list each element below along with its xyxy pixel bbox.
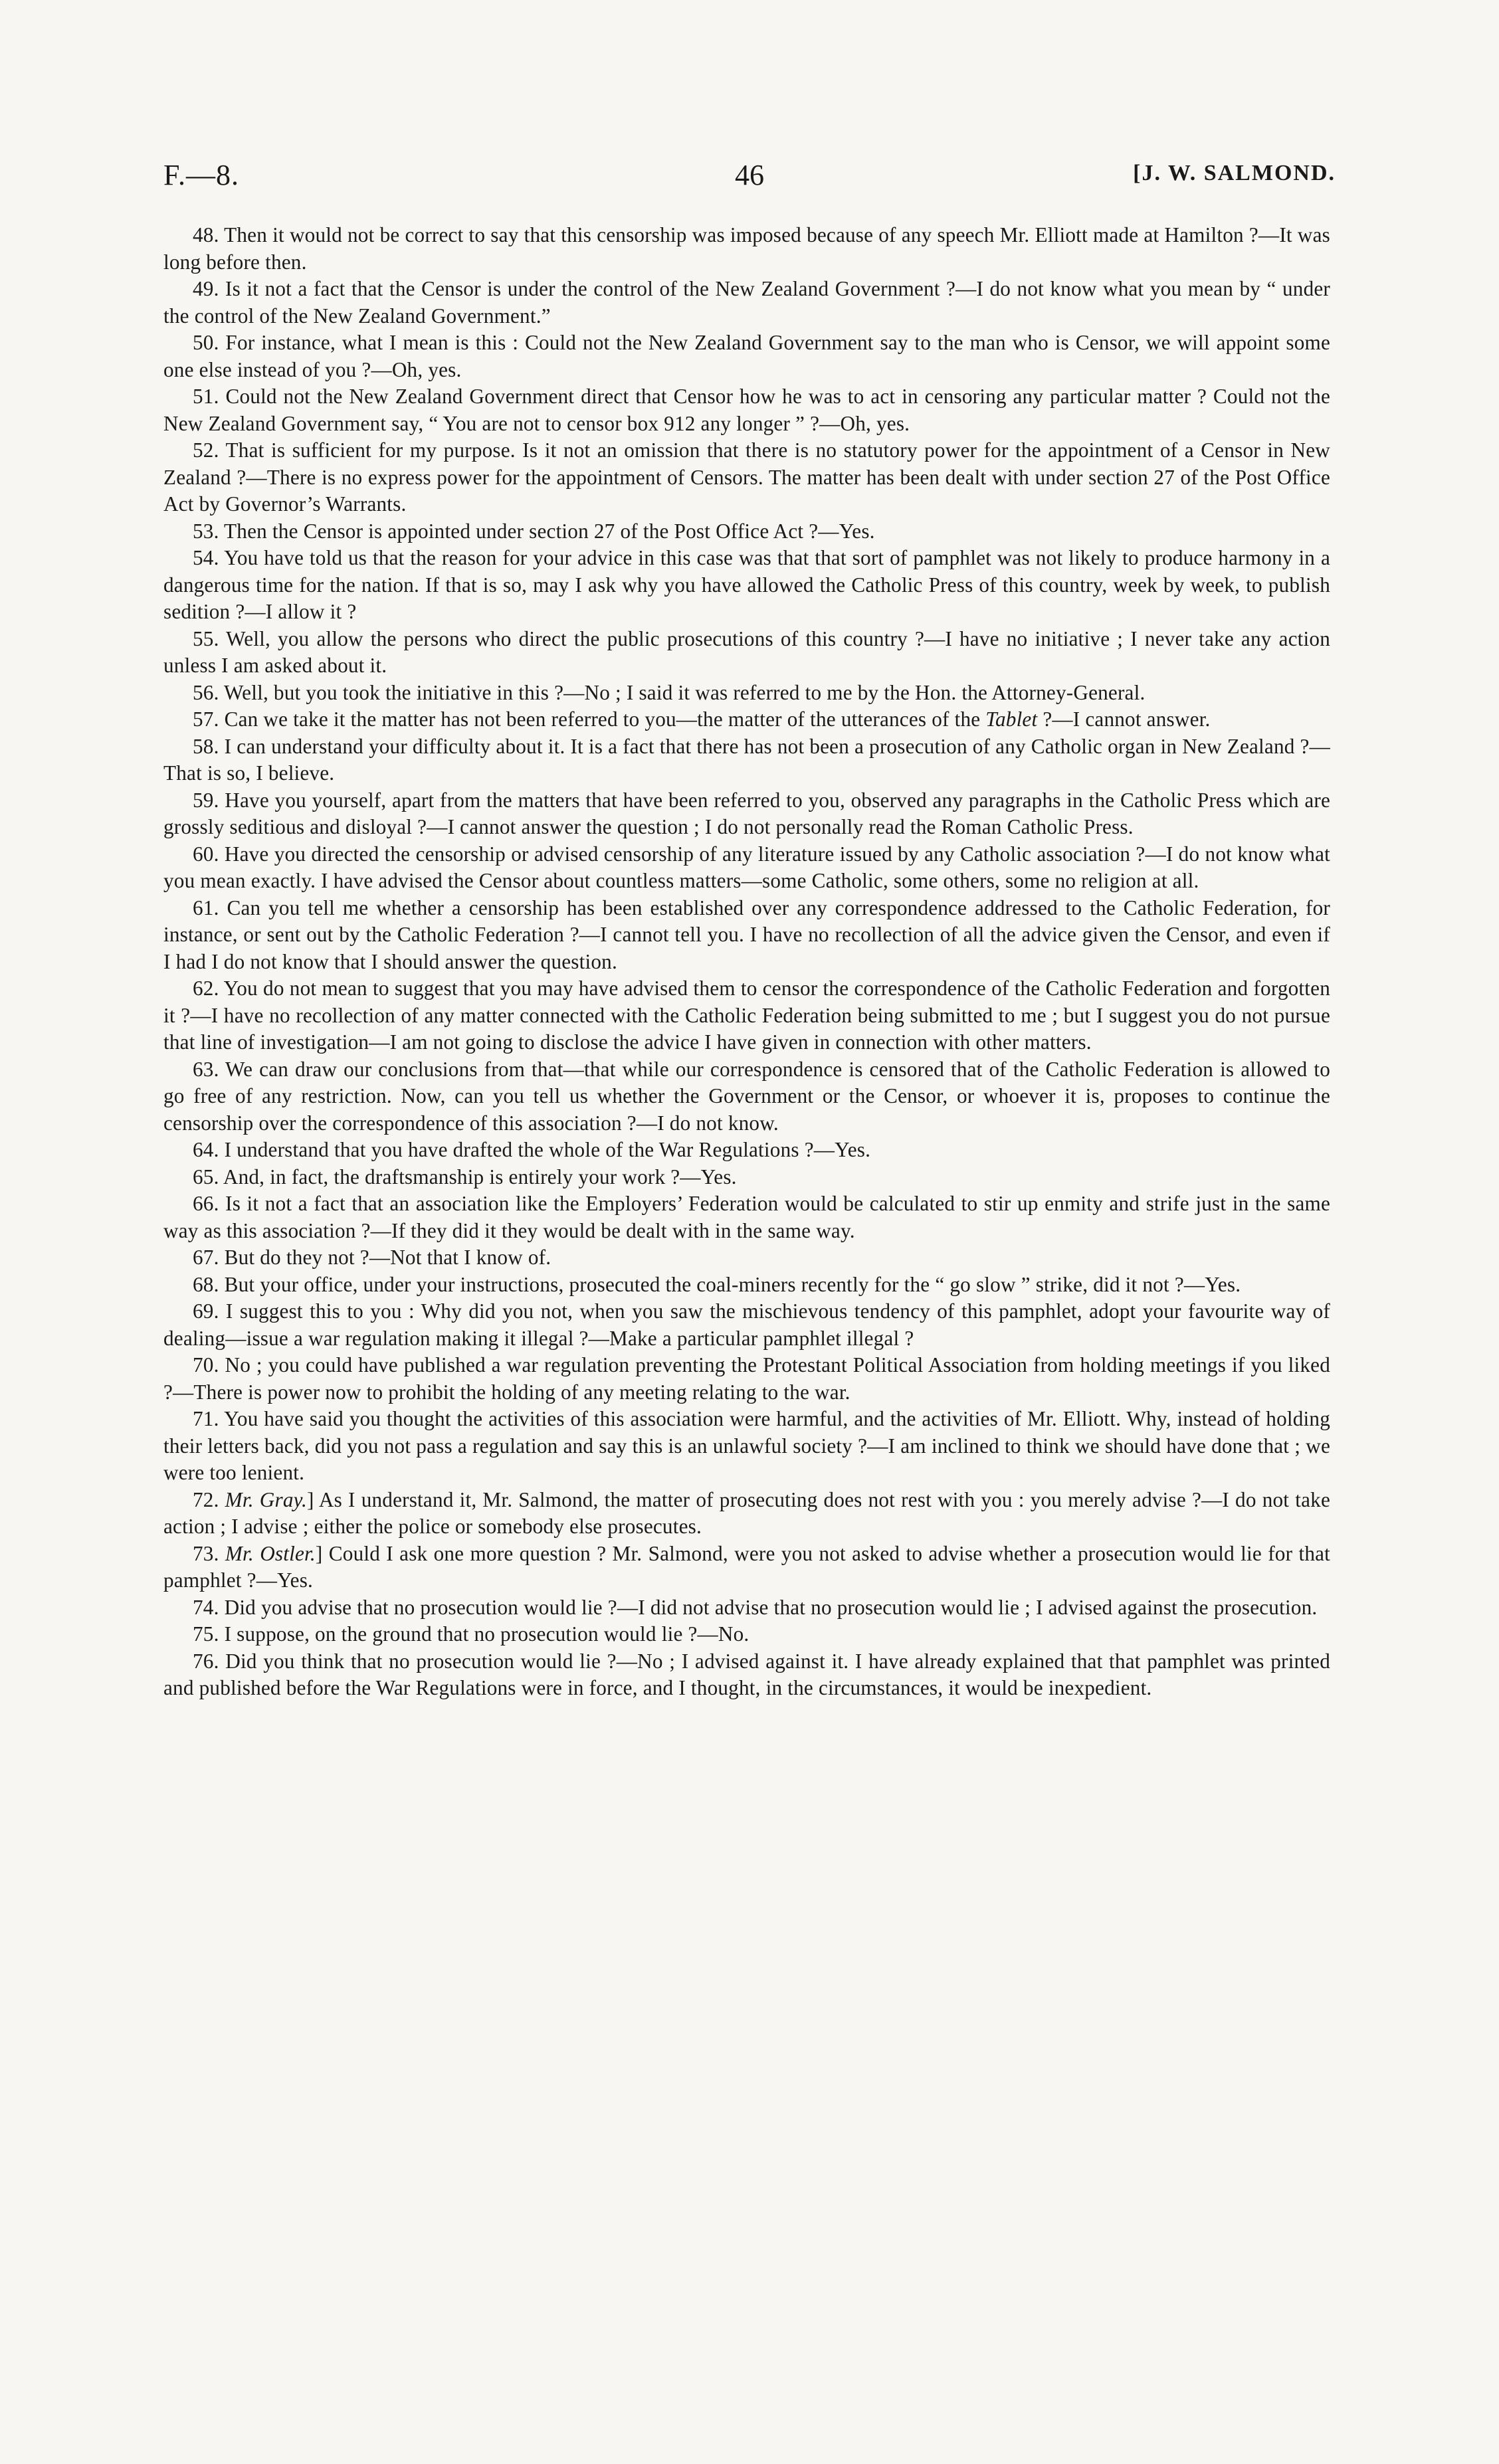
question-number: 64.: [193, 1138, 219, 1161]
question-48: [163, 222, 1330, 276]
question-number: 65.: [193, 1165, 219, 1188]
question-58: [163, 733, 1330, 787]
question-50: [163, 330, 1330, 383]
question-number: 51.: [193, 385, 219, 408]
question-number: 57.: [193, 708, 219, 731]
question-63: [163, 1056, 1330, 1137]
question-text: You do not mean to suggest that you may have advised them to censor the correspondence of the Catholic Federation and forgotten it ?—I have no recollection of any matter connected with the Catholic Federation being submitted to me ; but I suggest you do not pursue that line of investigation—I am not going to disclose the advice I have given in connection with other matters.: [163, 977, 1330, 1054]
question-65: [163, 1164, 1330, 1191]
question-number: 66.: [193, 1192, 219, 1215]
question-text: But your office, under your instructions, prosecuted the coal-miners recently for the “ go slow ” strike, did it not ?—Yes.: [224, 1272, 1241, 1296]
question-text: And, in fact, the draftsmanship is entirely your work ?—Yes.: [223, 1165, 737, 1188]
question-text: But do they not ?—Not that I know of.: [224, 1246, 551, 1269]
question-55: [163, 626, 1330, 680]
question-76: [163, 1648, 1330, 1702]
question-number: 63.: [193, 1057, 219, 1081]
question-51: [163, 383, 1330, 437]
question-text: Have you yourself, apart from the matters that have been referred to you, observed any paragraphs in the Catholic Press which are grossly seditious and disloyal ?—I cannot answer the question ; I do not personally read the Roman Catholic Press.: [163, 788, 1330, 838]
question-number: 61.: [193, 896, 219, 919]
question-number: 60.: [193, 842, 219, 866]
question-56: [163, 680, 1330, 707]
publication-title: Tablet: [985, 708, 1038, 731]
question-text: ] Could I ask one more question ? Mr. Salmond, were you not asked to advise whether a prosecution would lie for that pamphlet ?—Yes.: [163, 1541, 1331, 1592]
question-60: [163, 841, 1330, 895]
question-text: Did you think that no prosecution would lie ?—No ; I advised against it. I have already explained that that pamphlet was printed and published before the War Regulations were in force, and I thought, in the circumstances, it would be inexpedient.: [163, 1649, 1330, 1699]
question-66: [163, 1190, 1330, 1244]
question-text: We can draw our conclusions from that—that while our correspondence is censored that of the Catholic Federation is allowed to go free of any restriction. Now, can you tell us whether the Government or the Censor, or whoever it is, proposes to continue the censorship over the correspondence of this association ?—I do not know.: [163, 1057, 1330, 1135]
question-number: 58.: [193, 734, 219, 758]
question-number: 68.: [193, 1272, 219, 1296]
question-number: 69.: [193, 1299, 219, 1323]
question-number: 72.: [193, 1487, 219, 1511]
question-number: 52.: [193, 438, 219, 462]
question-number: 71.: [193, 1407, 219, 1430]
question-number: 73.: [193, 1541, 219, 1565]
question-text: That is sufficient for my purpose. Is it not an omission that there is no statutory power for the appointment of a Censor in New Zealand ?—There is no express power for the appointment of Censors. The matter has been dealt with under section 27 of the Post Office Act by Governor’s Warrants.: [163, 438, 1331, 516]
question-53: [163, 518, 1330, 545]
question-text: You have said you thought the activities of this association were harmful, and the activities of Mr. Elliott. Why, instead of holding their letters back, did you not pass a regulation and say this is an unlawful society ?—I am inclined to think we should have done that ; we were too lenient.: [163, 1407, 1330, 1484]
question-text: I can understand your difficulty about it. It is a fact that there has not been a prosecution of any Catholic organ in New Zealand ?—That is so, I believe.: [163, 734, 1330, 785]
question-68: [163, 1272, 1330, 1299]
question-number: 53.: [193, 519, 219, 543]
question-number: 55.: [193, 626, 219, 650]
question-number: 54.: [193, 546, 219, 569]
question-text: Have you directed the censorship or advised censorship of any literature issued by any Catholic association ?—I do not know what you mean exactly. I have advised the Censor about countless matters—some Catholic, some others, some no religion at all.: [163, 842, 1331, 892]
page-header: [163, 158, 1336, 198]
question-71: [163, 1406, 1330, 1487]
question-61: [163, 895, 1330, 976]
question-69: [163, 1298, 1330, 1352]
question-number: 50.: [193, 331, 219, 354]
question-number: 67.: [193, 1246, 219, 1269]
question-54: [163, 545, 1330, 626]
page-number: 46: [735, 159, 764, 191]
witness-name: [J. W. SALMOND.: [1133, 161, 1336, 185]
speaker-name: Mr. Ostler.: [225, 1541, 316, 1565]
question-text: Well, you allow the persons who direct the public prosecutions of this country ?—I have no initiative ; I never take any action unless I am asked about it.: [163, 626, 1330, 677]
question-number: 75.: [193, 1622, 219, 1646]
question-number: 74.: [193, 1595, 219, 1619]
question-75: [163, 1621, 1330, 1648]
question-text: Is it not a fact that an association like the Employers’ Federation would be calculated to stir up enmity and strife just in the same way as this association ?—If they did it they would be dealt with in the same way.: [163, 1192, 1330, 1242]
speaker-name: Mr. Gray.: [225, 1487, 307, 1511]
question-number: 56.: [193, 680, 219, 704]
question-text: I suppose, on the ground that no prosecution would lie ?—No.: [224, 1622, 750, 1646]
transcript-body: [163, 222, 1330, 1702]
question-text: Can you tell me whether a censorship has been established over any correspondence addressed to the Catholic Federation, for instance, or sent out by the Catholic Federation ?—I cannot tell you. I have no recollection of all the advice given the Censor, and even if I had I do not know that I should answer the question.: [163, 896, 1330, 973]
question-text: No ; you could have published a war regulation preventing the Protestant Political Association from holding meetings if you liked ?—There is power now to prohibit the holding of any meeting relating to the war.: [163, 1353, 1330, 1404]
question-text: ?—I cannot answer.: [1037, 708, 1211, 731]
question-text: I understand that you have drafted the whole of the War Regulations ?—Yes.: [224, 1138, 871, 1161]
question-57: [163, 706, 1330, 733]
question-text: Well, but you took the initiative in this ?—No ; I said it was referred to me by the Hon. the Attorney-General.: [224, 680, 1146, 704]
question-text: ] As I understand it, Mr. Salmond, the matter of prosecuting does not rest with you : you merely advise ?—I do not take action ; I advise ; either the police or somebody else prosecutes.: [163, 1487, 1330, 1538]
question-number: 49.: [193, 277, 219, 300]
question-text: You have told us that the reason for your advice in this case was that that sort of pamphlet was not likely to produce harmony in a dangerous time for the nation. If that is so, may I ask why you have allowed the Catholic Press of this country, week by week, to publish sedition ?—I allow it ?: [163, 546, 1330, 623]
question-number: 76.: [193, 1649, 219, 1673]
question-text: Could not the New Zealand Government direct that Censor how he was to act in censoring any particular matter ? Could not the New Zealand Government say, “ You are not to censor box 912 any longer ” ?—Oh, yes.: [163, 385, 1330, 435]
question-67: [163, 1244, 1330, 1272]
question-text: Is it not a fact that the Censor is under the control of the New Zealand Government ?—I do not know what you mean by “ under the control of the New Zealand Government.”: [163, 277, 1330, 328]
question-49: [163, 276, 1330, 330]
question-text-pre: Can we take it the matter has not been referred to you—the matter of the utterances of the: [224, 708, 986, 731]
question-52: [163, 437, 1330, 518]
question-59: [163, 787, 1330, 841]
question-text: For instance, what I mean is this : Could not the New Zealand Government say to the man who is Censor, we will appoint some one else instead of you ?—Oh, yes.: [163, 331, 1330, 381]
question-70: [163, 1352, 1330, 1406]
document-reference: F.—8.: [163, 159, 239, 191]
question-number: 48.: [193, 223, 219, 246]
question-number: 62.: [193, 977, 219, 1000]
question-73: [163, 1541, 1330, 1594]
question-text: I suggest this to you : Why did you not, when you saw the mischievous tendency of this pamphlet, adopt your favourite way of dealing—issue a war regulation making it illegal ?—Make a particular pamphlet illegal ?: [163, 1299, 1330, 1350]
question-number: 59.: [193, 788, 219, 812]
question-64: [163, 1137, 1330, 1164]
question-74: [163, 1594, 1330, 1622]
question-text: Did you advise that no prosecution would lie ?—I did not advise that no prosecution would lie ; I advised against the prosecution.: [224, 1595, 1318, 1619]
question-62: [163, 975, 1330, 1056]
question-72: [163, 1487, 1330, 1541]
question-text: Then it would not be correct to say that this censorship was imposed because of any speech Mr. Elliott made at Hamilton ?—It was long before then.: [163, 223, 1330, 274]
question-number: 70.: [193, 1353, 219, 1376]
question-text: Then the Censor is appointed under section 27 of the Post Office Act ?—Yes.: [224, 519, 875, 543]
